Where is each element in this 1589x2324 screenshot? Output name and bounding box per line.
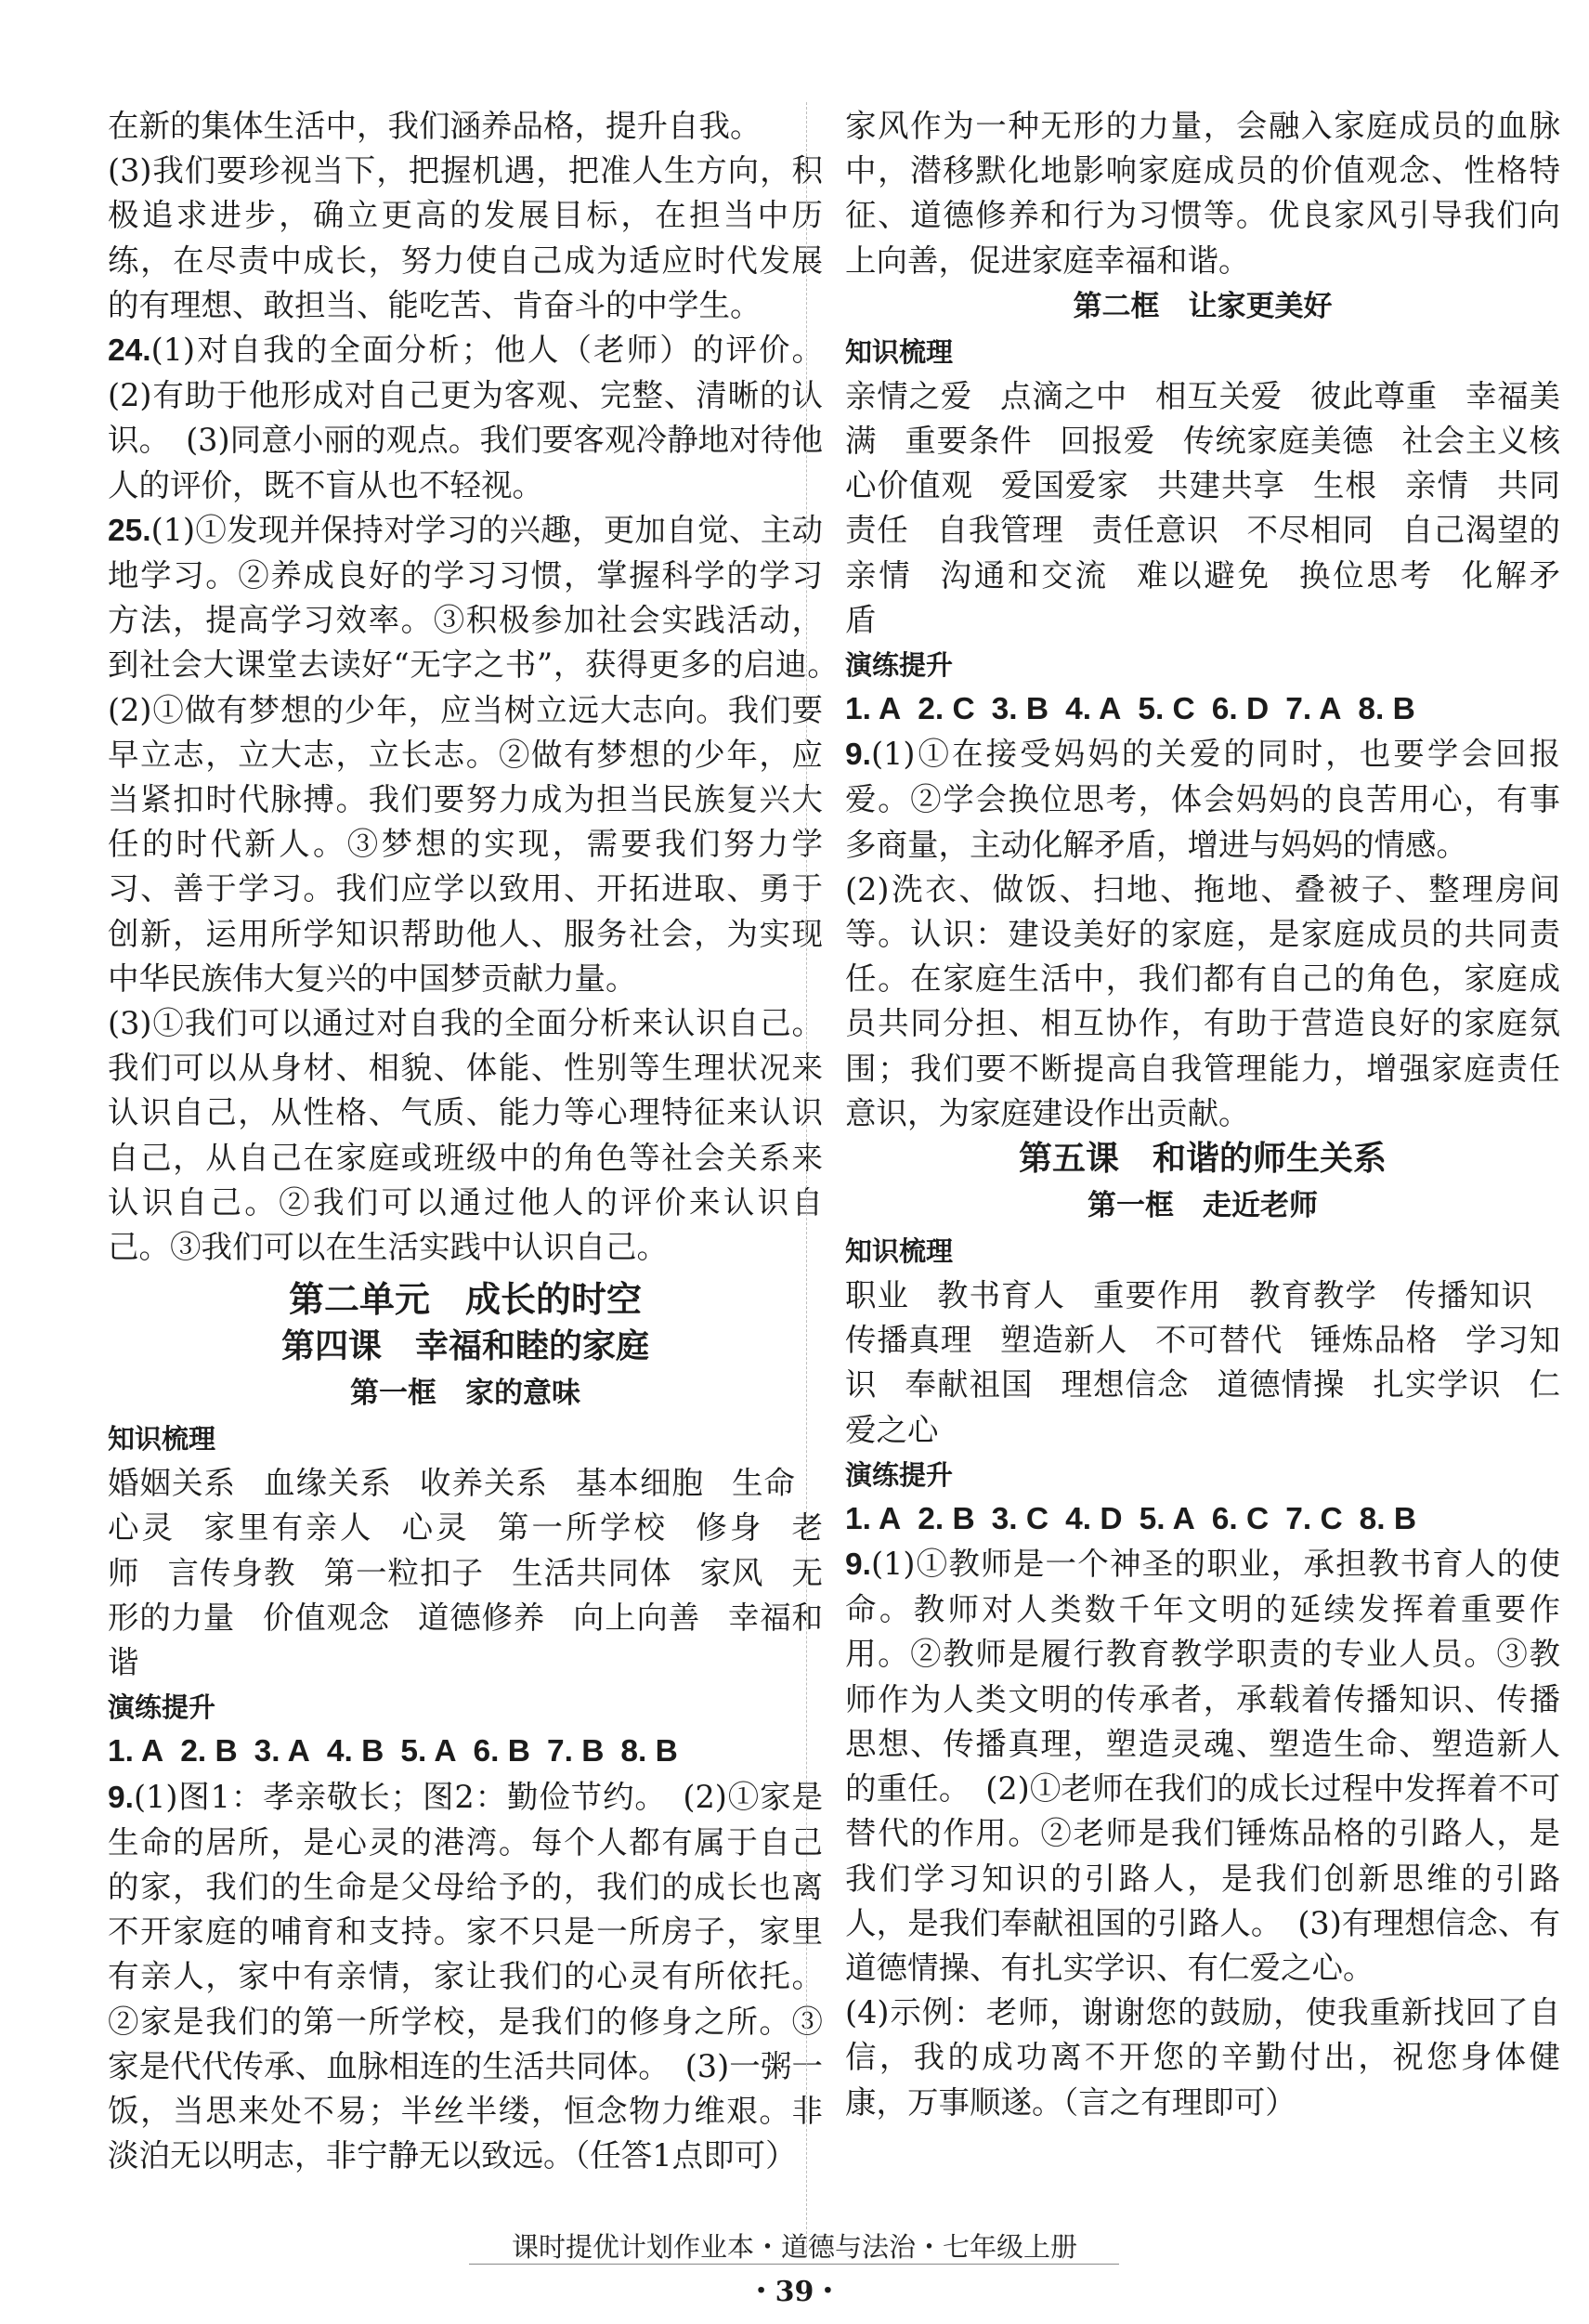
answer: 3. B	[991, 692, 1049, 727]
keyword: 教育教学	[1249, 1277, 1377, 1314]
footer-rule	[469, 2264, 1119, 2265]
frame-title: 第一框 走近老师	[1088, 1189, 1318, 1223]
lesson-title: 第四课 幸福和睦的家庭	[280, 1327, 649, 1366]
keyword: 学习知识	[845, 1322, 1560, 1404]
answer: 1. A	[845, 692, 902, 727]
keyword: 奉献祖国	[905, 1366, 1034, 1404]
question-9b	[845, 1542, 1560, 1991]
keyword: 共同责任	[845, 467, 1560, 549]
answer: 6. B	[473, 1734, 530, 1769]
keyword: 生命	[732, 1465, 795, 1502]
keyword: 向上向善	[573, 1599, 700, 1636]
keyword: 理想信念	[1061, 1366, 1190, 1404]
answer-text: (1)图1：孝亲敬长；图2：勤俭节约。 (2)①家是生命的居所，是心灵的港湾。每个人都有属于自己的家，我们的生命是父母给予的，我们的成长也离不开家庭的哺育和支持。家不只是一所房子，家里有亲人，家中有亲情，家让我们的心灵有所依托。②家是我们的第一所学校，是我们的修身之所。③家是代代传承、血脉相连的生活共同体。 (3)一粥一饭，当思来处不易；半丝半缕，恒念物力维艰。非淡泊无以明志，非宁静无以致远。（任答1点即可）	[108, 1778, 823, 2174]
keyword: 重要作用	[1093, 1277, 1221, 1314]
keyword: 家风	[699, 1554, 764, 1591]
keyword: 生活共同体	[512, 1554, 672, 1591]
answer-text: (1)对自我的全面分析；他人（老师）的评价。(2)有助于他形成对自己更为客观、完整、清晰的认识。 (3)同意小丽的观点。我们要客观冷静地对待他人的评价，既不盲从也不轻视。	[108, 332, 823, 503]
keyword: 爱国爱家	[1001, 467, 1129, 504]
keyword: 血缘关系	[264, 1465, 392, 1502]
keyword: 老师	[108, 1509, 823, 1591]
keyword: 基本细胞	[576, 1465, 704, 1502]
keyword: 婚姻关系	[108, 1465, 236, 1502]
question-24	[108, 328, 823, 508]
paragraph: (4)示例：老师，谢谢您的鼓励，使我重新找回了自信，我的成功离不开您的辛勤付出，祝您身体健康，万事顺遂。（言之有理即可）	[845, 1994, 1560, 2121]
keyword: 重要条件	[905, 423, 1033, 460]
keyword: 传播真理	[845, 1322, 972, 1359]
keyword: 不可替代	[1155, 1322, 1283, 1359]
answer: 3. C	[991, 1501, 1049, 1536]
answer: 7. C	[1285, 1501, 1343, 1536]
keyword: 扎实学识	[1373, 1366, 1502, 1404]
page-number: ・39・	[747, 2276, 842, 2308]
question-25	[108, 508, 854, 1001]
paragraph: 在新的集体生活中，我们涵养品格，提升自我。	[108, 108, 762, 144]
keyword: 不尽相同	[1246, 512, 1374, 549]
right-column	[845, 104, 1560, 2125]
keyword: 家里有亲人	[203, 1509, 374, 1547]
answer: 7. B	[546, 1734, 605, 1769]
left-column	[108, 104, 854, 2178]
answer: 3. A	[254, 1734, 310, 1769]
answer: 5. A	[1139, 1501, 1195, 1536]
keyword: 自我管理	[936, 512, 1064, 549]
question-number: 9.	[108, 1780, 134, 1815]
keyword: 修身	[696, 1509, 764, 1547]
keyword: 社会主义核心价值观	[845, 423, 1560, 504]
question-9	[845, 732, 1560, 868]
answer: 4. B	[326, 1734, 384, 1769]
answer: 2. B	[180, 1734, 238, 1769]
keyword: 心灵	[108, 1509, 176, 1547]
keyword: 塑造新人	[1000, 1322, 1127, 1359]
question-number: 9.	[845, 738, 871, 773]
answer: 1. A	[108, 1734, 164, 1769]
keyword: 共建共享	[1157, 467, 1285, 504]
section-label: 演练提升	[108, 1691, 216, 1724]
paragraph: 家风作为一种无形的力量，会融入家庭成员的血脉中，潜移默化地影响家庭成员的价值观念、性格特征、道德修养和行为习惯等。优良家风引导我们向上向善，促进家庭幸福和谐。	[845, 108, 1560, 279]
keyword: 心灵	[401, 1509, 470, 1547]
answer-text: (1)①在接受妈妈的关爱的同时，也要学会回报爱。②学会换位思考，体会妈妈的良苦用心，有事多商量，主动化解矛盾，增进与妈妈的情感。	[845, 736, 1560, 863]
keyword: 幸福美满	[845, 377, 1560, 460]
answer: 5. C	[1138, 692, 1195, 727]
keyword: 生根	[1313, 467, 1377, 504]
answer: 6. C	[1211, 1501, 1270, 1536]
answer: 8. B	[620, 1734, 678, 1769]
frame-title: 第二框 让家更美好	[1073, 289, 1333, 323]
keyword: 无形的力量	[108, 1554, 823, 1636]
section-label: 知识梳理	[845, 335, 954, 368]
section-label: 知识梳理	[108, 1423, 216, 1456]
answer: 4. D	[1065, 1501, 1123, 1536]
question-number: 25.	[108, 513, 151, 548]
keyword: 难以避免	[1136, 556, 1271, 594]
frame-title: 第一框 家的意味	[350, 1377, 580, 1411]
keyword: 道德情操	[1217, 1366, 1346, 1404]
question-number: 24.	[108, 333, 151, 369]
keyword: 传播知识	[1405, 1277, 1532, 1314]
answer-text: (1)①发现并保持对学习的兴趣，更加自觉、主动地学习。②养成良好的学习习惯，掌握科学的学习方法，提高学习效率。③积极参加社会实践活动，到社会大课堂去读好“无字之书”，获得更多的启迪。 (2)①做有梦想的少年，应当树立远大志向。我们要早立志，立大志，立长志。②做有梦想的少年，应当紧扣时代脉搏。我们要努力成为担当民族复兴大任的时代新人。③梦想的实现，需要我们努力学习、善于学习。我们应学以致用、开拓进取、勇于创新，运用所学知识帮助他人、服务社会，为实现中华民族伟大复兴的中国梦贡献力量。	[108, 511, 854, 997]
answer: 8. B	[1359, 1501, 1417, 1536]
keyword: 职业	[845, 1277, 909, 1314]
footer-title: 课时提优计划作业本・道德与法治・七年级上册	[511, 2231, 1077, 2263]
keyword: 回报爱	[1060, 423, 1155, 460]
answer-key	[108, 1730, 823, 1774]
keyword: 换位思考	[1298, 556, 1434, 594]
column-divider	[806, 102, 807, 2257]
answer: 2. C	[918, 692, 975, 727]
keyword: 第一所学校	[497, 1509, 669, 1547]
keyword-list	[845, 1273, 1560, 1453]
keyword: 幸福和谐	[108, 1599, 823, 1681]
keyword-list	[108, 1461, 823, 1685]
keyword: 责任意识	[1091, 512, 1219, 549]
answer: 2. B	[918, 1501, 975, 1536]
keyword: 相互关爱	[1155, 377, 1283, 414]
section-label: 演练提升	[845, 1458, 954, 1491]
keyword: 言传身教	[167, 1554, 296, 1591]
keyword: 彼此尊重	[1310, 377, 1438, 414]
keyword: 亲情	[1405, 467, 1469, 504]
keyword: 仁爱之心	[845, 1366, 1560, 1448]
keyword: 价值观念	[263, 1599, 390, 1636]
keyword: 亲情之爱	[845, 377, 972, 414]
keyword: 锤炼品格	[1310, 1322, 1438, 1359]
keyword: 收养关系	[420, 1465, 548, 1502]
answer-key	[845, 1497, 1560, 1542]
keyword: 教书育人	[937, 1277, 1065, 1314]
question-number: 9.	[845, 1547, 871, 1583]
keyword: 传统家庭美德	[1183, 423, 1374, 460]
keyword: 道德修养	[418, 1599, 545, 1636]
lesson-title: 第五课 和谐的师生关系	[1018, 1140, 1387, 1179]
answer: 5. A	[400, 1734, 457, 1769]
answer: 6. D	[1211, 692, 1270, 727]
keyword: 自己渴望的亲情	[845, 512, 1560, 594]
answer: 4. A	[1065, 692, 1122, 727]
answer: 8. B	[1358, 692, 1415, 727]
answer: 1. A	[845, 1501, 902, 1536]
answer: 7. A	[1285, 692, 1342, 727]
keyword: 沟通和交流	[940, 556, 1109, 594]
paragraph: (3)①我们可以通过对自我的全面分析来认识自己。我们可以从身材、相貌、体能、性别等生理状况来认识自己，从性格、气质、能力等心理特征来认识自己，从自己在家庭或班级中的角色等社会关系来认识自己。②我们可以通过他人的评价来认识自己。③我们可以在生活实践中认识自己。	[108, 1005, 823, 1266]
section-label: 知识梳理	[845, 1235, 954, 1268]
question-9	[108, 1775, 823, 2179]
answer-text: (1)①教师是一个神圣的职业，承担教书育人的使命。教师对人类数千年文明的延续发挥着重要作用。②教师是履行教育教学职责的专业人员。③教师作为人类文明的传承者，承载着传播知识、传播思想、传播真理，塑造灵魂、塑造生命、塑造新人的重任。 (2)①老师在我们的成长过程中发挥着不可替代的作用。②老师是我们锤炼品格的引路人，是我们学习知识的引路人，是我们创新思维的引路人，是我们奉献祖国的引路人。 (3)有理想信念、有道德情操、有扎实学识、有仁爱之心。	[845, 1546, 1560, 1986]
keyword: 化解矛盾	[845, 556, 1561, 638]
keyword-list	[845, 374, 1560, 643]
section-label: 演练提升	[845, 649, 954, 682]
unit-title: 第二单元 成长的时空	[288, 1279, 642, 1321]
keyword: 点滴之中	[1000, 377, 1127, 414]
keyword: 第一粒扣子	[323, 1554, 484, 1591]
paragraph: (3)我们要珍视当下，把握机遇，把准人生方向，积极追求进步，确立更高的发展目标，在担当中历练，在尽责中成长，努力使自己成为适应时代发展的有理想、敢担当、能吃苦、肯奋斗的中学生。	[108, 152, 823, 323]
answer-key	[845, 687, 1560, 732]
paragraph: (2)洗衣、做饭、扫地、拖地、叠被子、整理房间等。认识：建设美好的家庭，是家庭成员的共同责任。在家庭生活中，我们都有自己的角色，家庭成员共同分担、相互协作，有助于营造良好的家庭氛围；我们要不断提高自我管理能力，增强家庭责任意识，为家庭建设作出贡献。	[845, 870, 1560, 1131]
